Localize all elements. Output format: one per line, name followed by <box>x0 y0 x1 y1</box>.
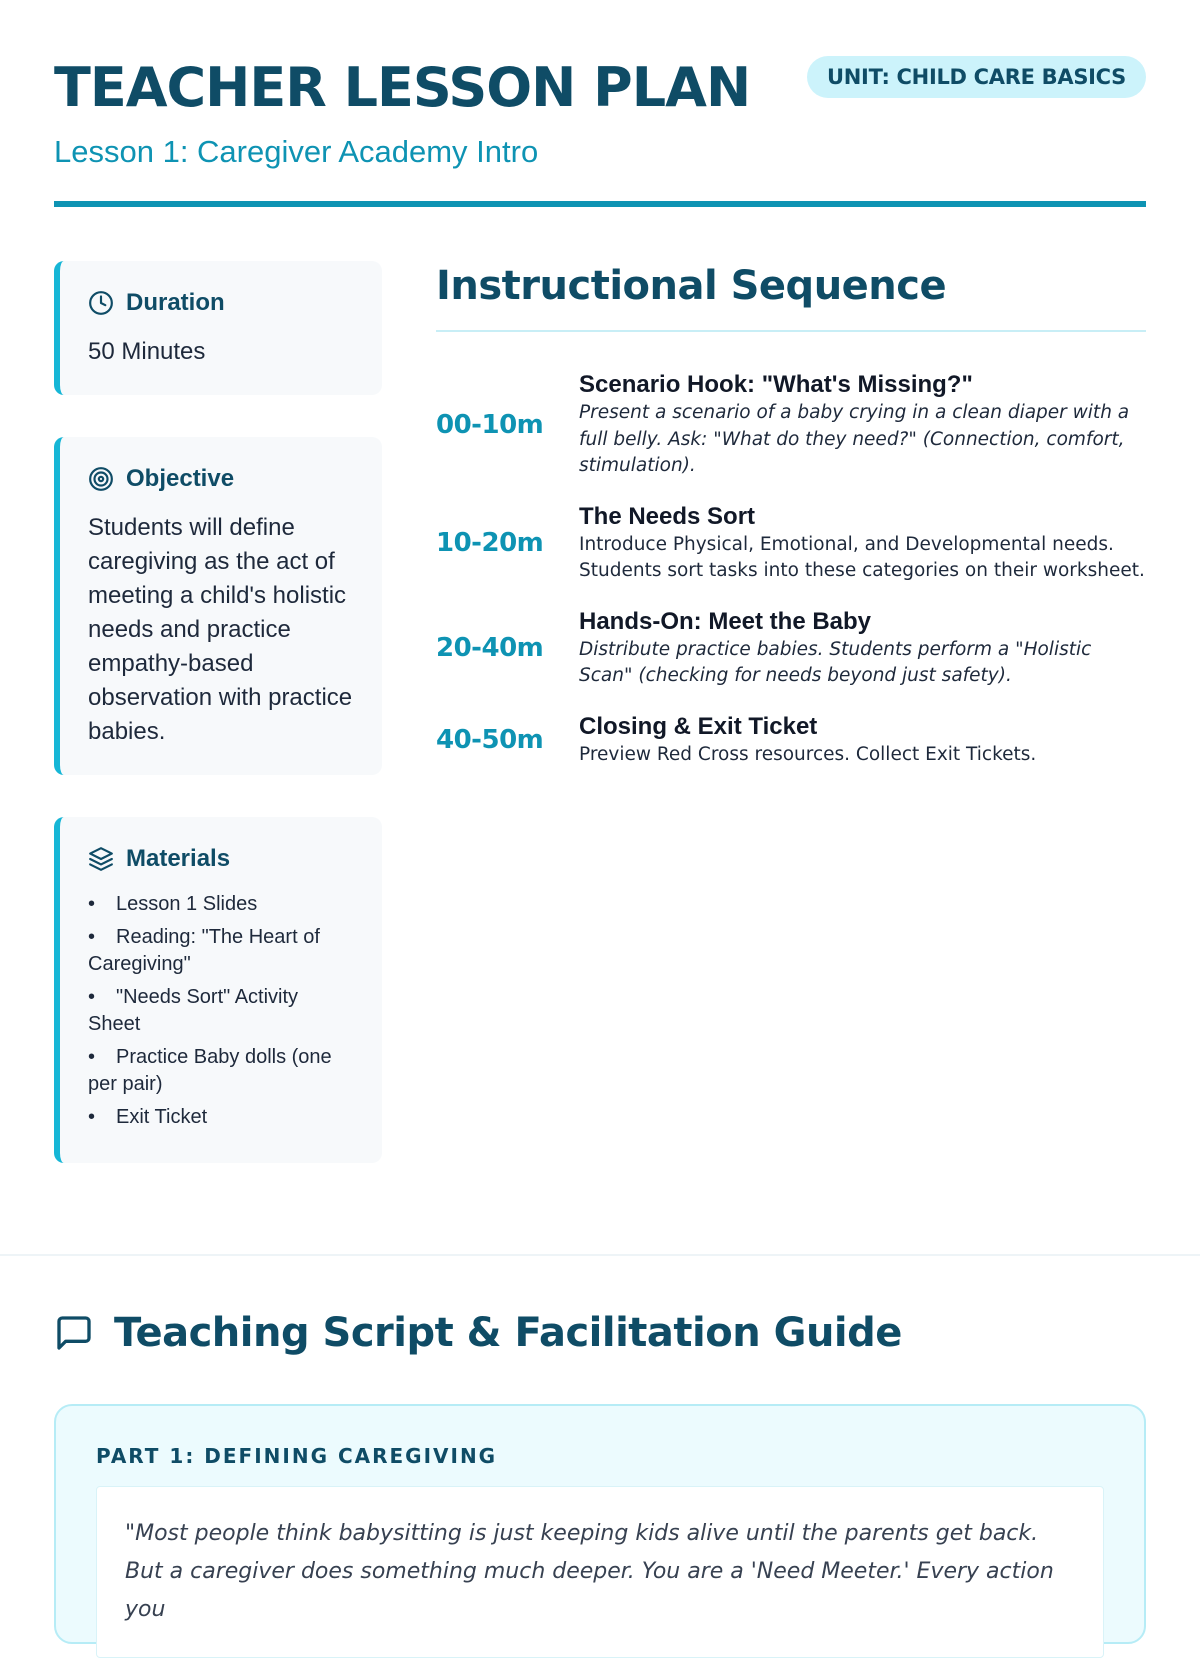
step-time: 00-10m <box>436 409 544 440</box>
sequence-divider <box>436 330 1146 332</box>
sequence-step <box>436 712 1146 769</box>
sequence-step <box>436 370 1146 480</box>
unit-badge: UNIT: CHILD CARE BASICS <box>807 56 1146 98</box>
sequence-step <box>436 607 1146 690</box>
materials-list <box>88 891 354 1131</box>
objective-text: Students will define caregiving as the act of meeting a child's holistic needs and practice empathy-based observation with practice babies. <box>88 514 353 745</box>
script-quote: "Most people think babysitting is just keeping kids alive until the parents get back. But a caregiver does something much deeper. You are a 'Need Meeter.' Every action you <box>125 1521 1054 1622</box>
step-description: Present a scenario of a baby crying in a clean diaper with a full belly. Ask: "What do they need?" (Connection, comfort, stimulation). <box>579 402 1130 476</box>
part-title: PART 1: DEFINING CAREGIVING <box>96 1444 498 1468</box>
duration-label: Duration <box>126 289 225 316</box>
instructional-sequence <box>436 258 1146 790</box>
target-icon <box>88 466 114 492</box>
section-divider <box>0 1254 1200 1256</box>
quote-box <box>96 1486 1104 1658</box>
step-name: Hands-On: Meet the Baby <box>579 607 872 635</box>
page-header <box>54 48 1146 170</box>
step-name: Scenario Hook: "What's Missing?" <box>579 371 973 398</box>
list-item: • Lesson 1 Slides <box>88 891 354 918</box>
duration-card <box>54 261 382 395</box>
step-description: Distribute practice babies. Students perform a "Holistic Scan" (checking for needs beyond just safety). <box>579 638 1092 686</box>
step-description: Introduce Physical, Emotional, and Developmental needs. Students sort tasks into these categories on their worksheet. <box>579 533 1145 581</box>
header-divider <box>54 201 1146 207</box>
script-part-1 <box>54 1404 1146 1644</box>
sequence-title: Instructional Sequence <box>436 263 947 309</box>
list-item: • Exit Ticket <box>88 1104 354 1131</box>
script-header <box>54 1310 902 1356</box>
materials-label: Materials <box>126 845 231 872</box>
sequence-step <box>436 502 1146 585</box>
step-name: Closing & Exit Ticket <box>579 712 818 740</box>
step-time: 40-50m <box>436 724 544 755</box>
layers-icon <box>88 846 114 872</box>
step-name: The Needs Sort <box>579 502 756 530</box>
script-title: Teaching Script & Facilitation Guide <box>114 1310 902 1356</box>
materials-card <box>54 817 382 1163</box>
lesson-subtitle: Lesson 1: Caregiver Academy Intro <box>54 134 539 169</box>
objective-label: Objective <box>126 465 235 492</box>
duration-value: 50 Minutes <box>88 338 206 365</box>
page-title: TEACHER LESSON PLAN <box>54 56 751 119</box>
list-item: • "Needs Sort" Activity Sheet <box>88 984 354 1038</box>
message-square-icon <box>54 1313 94 1353</box>
step-time: 10-20m <box>436 528 544 558</box>
list-item: • Reading: "The Heart of Caregiving" <box>88 924 354 978</box>
clock-icon <box>88 290 114 316</box>
step-time: 20-40m <box>436 633 544 663</box>
list-item: • Practice Baby dolls (one per pair) <box>88 1044 354 1098</box>
objective-card <box>54 437 382 775</box>
step-description: Preview Red Cross resources. Collect Exit Tickets. <box>579 743 1037 765</box>
sidebar <box>54 261 382 1205</box>
